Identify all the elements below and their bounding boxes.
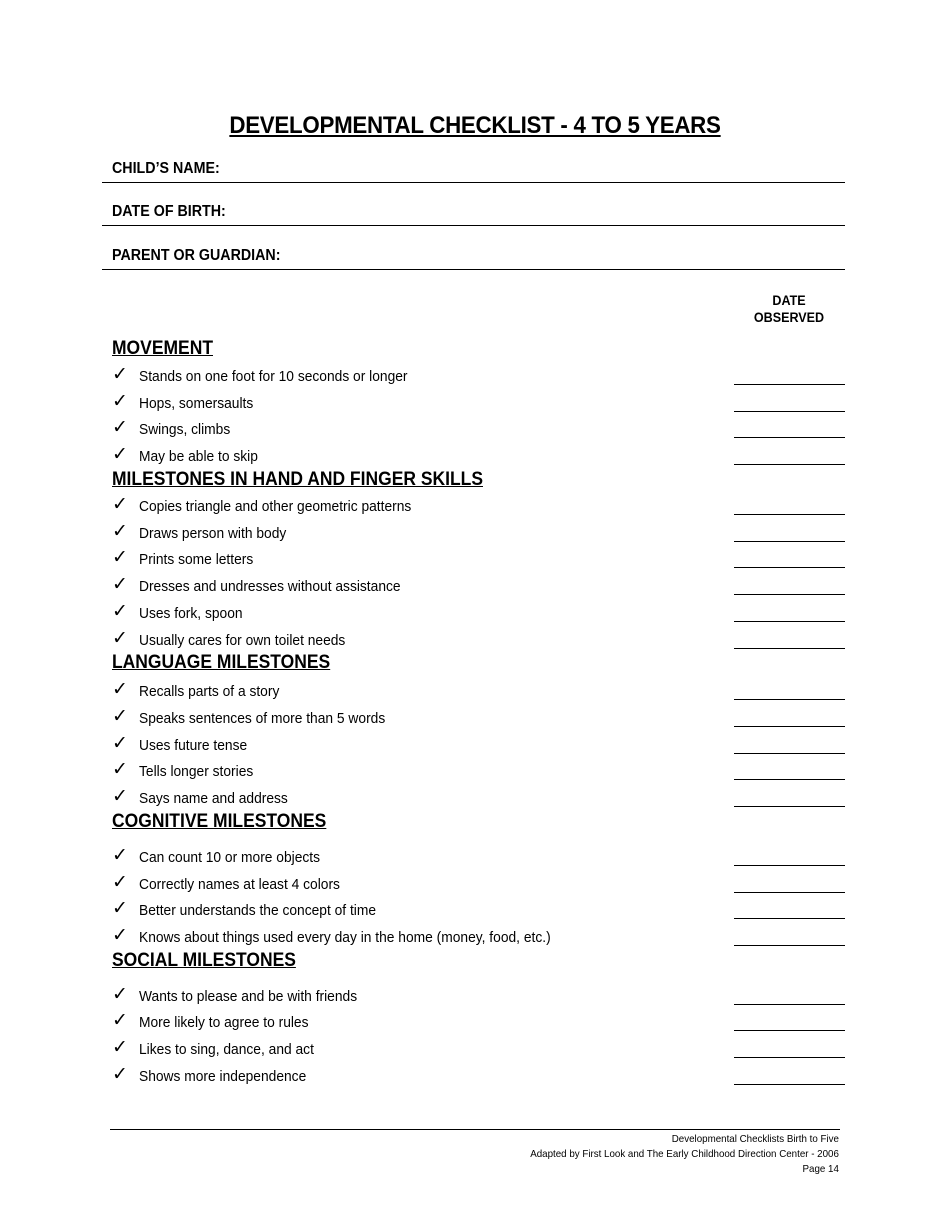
checkmark-icon: ✓ xyxy=(112,1063,128,1085)
checklist-item xyxy=(112,363,845,392)
checkmark-icon: ✓ xyxy=(112,678,128,700)
date-observed-line[interactable] xyxy=(734,514,845,515)
footer-line-3: Page 14 xyxy=(802,1163,839,1175)
date-header-line1: DATE xyxy=(772,293,806,308)
checklist-item xyxy=(112,1009,845,1038)
checkmark-icon: ✓ xyxy=(112,600,128,622)
checklist-item xyxy=(112,897,845,926)
parent-guardian-label: PARENT OR GUARDIAN: xyxy=(112,247,281,264)
section-heading: SOCIAL MILESTONES xyxy=(112,950,296,971)
checklist-item xyxy=(112,705,845,734)
footer-line-2: Adapted by First Look and The Early Childhood Direction Center - 2006 xyxy=(530,1148,839,1160)
checkmark-icon: ✓ xyxy=(112,493,128,515)
section-heading: LANGUAGE MILESTONES xyxy=(112,652,331,673)
checkmark-icon: ✓ xyxy=(112,983,128,1005)
checkmark-icon: ✓ xyxy=(112,924,128,946)
date-observed-line[interactable] xyxy=(734,1030,845,1031)
date-observed-line[interactable] xyxy=(734,945,845,946)
checklist-item-label: Recalls parts of a story xyxy=(139,683,280,700)
checkmark-icon: ✓ xyxy=(112,732,128,754)
checkmark-icon: ✓ xyxy=(112,363,128,385)
footer-divider xyxy=(110,1129,840,1130)
checkmark-icon: ✓ xyxy=(112,390,128,412)
checklist-item xyxy=(112,758,845,787)
childs-name-label: CHILD’S NAME: xyxy=(112,160,220,177)
checklist-item-label: Likes to sing, dance, and act xyxy=(139,1041,314,1058)
page-footer xyxy=(530,1132,839,1177)
checklist-item-label: Stands on one foot for 10 seconds or longer xyxy=(139,368,408,385)
checklist-item-label: More likely to agree to rules xyxy=(139,1014,309,1031)
date-observed-line[interactable] xyxy=(734,567,845,568)
checklist-item-label: Tells longer stories xyxy=(139,763,254,780)
date-observed-line[interactable] xyxy=(734,779,845,780)
checkmark-icon: ✓ xyxy=(112,443,128,465)
checklist-item xyxy=(112,844,845,873)
checkmark-icon: ✓ xyxy=(112,416,128,438)
date-observed-line[interactable] xyxy=(734,464,845,465)
childs-name-field[interactable] xyxy=(102,160,845,183)
date-observed-line[interactable] xyxy=(734,892,845,893)
checkmark-icon: ✓ xyxy=(112,546,128,568)
checklist-item-label: May be able to skip xyxy=(139,448,258,465)
checklist-item-label: Can count 10 or more objects xyxy=(139,849,321,866)
date-observed-line[interactable] xyxy=(734,1004,845,1005)
date-of-birth-field[interactable] xyxy=(102,203,845,226)
date-observed-line[interactable] xyxy=(734,384,845,385)
checkmark-icon: ✓ xyxy=(112,897,128,919)
date-header-line2: OBSERVED xyxy=(753,310,825,325)
checklist-item-label: Draws person with body xyxy=(139,525,287,542)
checkmark-icon: ✓ xyxy=(112,844,128,866)
checklist-item-label: Better understands the concept of time xyxy=(139,902,377,919)
checklist-item xyxy=(112,983,845,1012)
checklist-item xyxy=(112,1063,845,1092)
date-observed-line[interactable] xyxy=(734,726,845,727)
checklist-item xyxy=(112,732,845,761)
checkmark-icon: ✓ xyxy=(112,1009,128,1031)
checkmark-icon: ✓ xyxy=(112,758,128,780)
checklist-item-label: Prints some letters xyxy=(139,551,254,568)
checkmark-icon: ✓ xyxy=(112,627,128,649)
checklist-item-label: Swings, climbs xyxy=(139,421,231,438)
date-observed-line[interactable] xyxy=(734,753,845,754)
checklist-item-label: Hops, somersaults xyxy=(139,395,254,412)
date-observed-line[interactable] xyxy=(734,437,845,438)
date-observed-line[interactable] xyxy=(734,1057,845,1058)
checklist-item xyxy=(112,493,845,522)
date-observed-line[interactable] xyxy=(734,621,845,622)
checklist-item xyxy=(112,600,845,629)
date-observed-header xyxy=(738,292,840,326)
checklist-item xyxy=(112,520,845,549)
checklist-item xyxy=(112,1036,845,1065)
checklist-item xyxy=(112,573,845,602)
checkmark-icon: ✓ xyxy=(112,1036,128,1058)
checklist-item-label: Copies triangle and other geometric patterns xyxy=(139,498,412,515)
checklist-item-label: Usually cares for own toilet needs xyxy=(139,632,346,649)
checkmark-icon: ✓ xyxy=(112,871,128,893)
date-observed-line[interactable] xyxy=(734,699,845,700)
checklist-item-label: Uses future tense xyxy=(139,737,248,754)
checkmark-icon: ✓ xyxy=(112,520,128,542)
footer-line-1: Developmental Checklists Birth to Five xyxy=(671,1133,839,1145)
checkmark-icon: ✓ xyxy=(112,573,128,595)
date-observed-line[interactable] xyxy=(734,918,845,919)
checkmark-icon: ✓ xyxy=(112,785,128,807)
date-observed-line[interactable] xyxy=(734,541,845,542)
date-observed-line[interactable] xyxy=(734,865,845,866)
date-observed-line[interactable] xyxy=(734,1084,845,1085)
checklist-item-label: Dresses and undresses without assistance xyxy=(139,578,401,595)
checklist-item-label: Wants to please and be with friends xyxy=(139,988,358,1005)
checklist-item xyxy=(112,871,845,900)
parent-guardian-field[interactable] xyxy=(102,247,845,270)
checklist-item-label: Correctly names at least 4 colors xyxy=(139,876,340,893)
section-heading: MOVEMENT xyxy=(112,338,213,359)
checklist-item-label: Shows more independence xyxy=(139,1068,307,1085)
checklist-item xyxy=(112,416,845,445)
checkmark-icon: ✓ xyxy=(112,705,128,727)
checklist-item-label: Knows about things used every day in the home (money, food, etc.) xyxy=(139,929,551,946)
checklist-item xyxy=(112,678,845,707)
section-heading: MILESTONES IN HAND AND FINGER SKILLS xyxy=(112,469,483,490)
checklist-item xyxy=(112,546,845,575)
date-observed-line[interactable] xyxy=(734,594,845,595)
date-observed-line[interactable] xyxy=(734,411,845,412)
date-of-birth-label: DATE OF BIRTH: xyxy=(112,203,226,220)
checklist-item-label: Says name and address xyxy=(139,790,288,807)
date-observed-line[interactable] xyxy=(734,806,845,807)
checklist-item-label: Uses fork, spoon xyxy=(139,605,243,622)
checklist-item-label: Speaks sentences of more than 5 words xyxy=(139,710,386,727)
date-observed-line[interactable] xyxy=(734,648,845,649)
page-title: DEVELOPMENTAL CHECKLIST - 4 TO 5 YEARS xyxy=(229,112,721,139)
checklist-item xyxy=(112,390,845,419)
section-heading: COGNITIVE MILESTONES xyxy=(112,811,327,832)
